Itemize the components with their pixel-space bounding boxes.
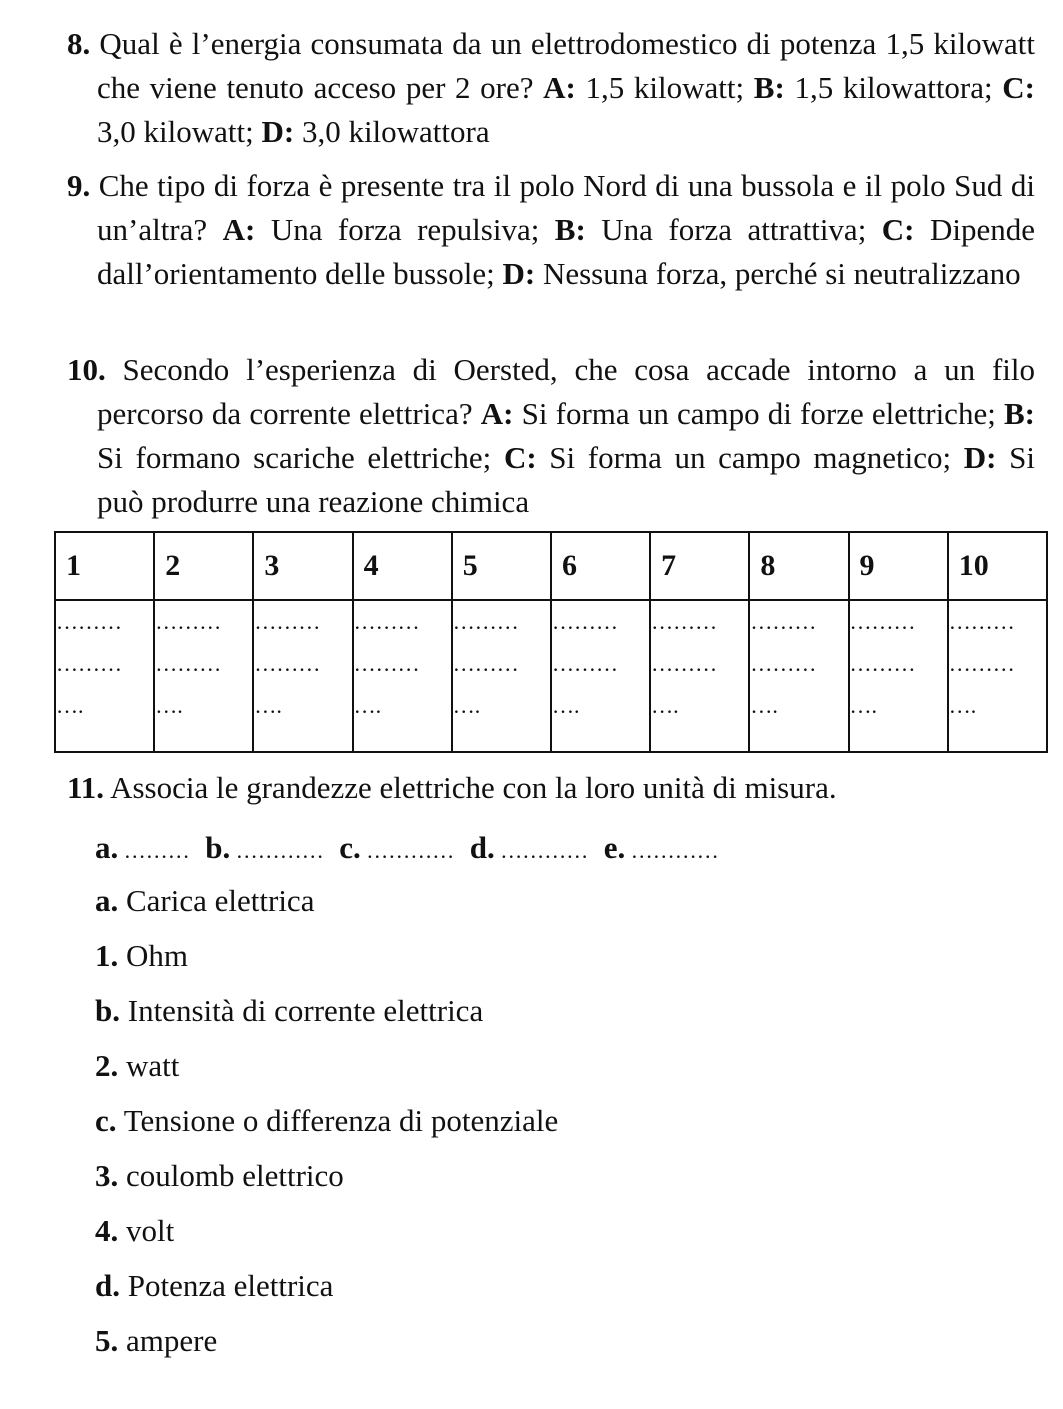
question-number: 8.	[67, 26, 91, 61]
answer-cell[interactable]: ……… ……… ….	[749, 600, 848, 752]
question-text: Secondo l’esperienza di Oersted, che cosa accade intorno a un filo percorso da corrente elettrica?	[97, 352, 1035, 431]
answer-cell[interactable]: ……… ……… ….	[650, 600, 749, 752]
option-b-text: Una forza attrattiva;	[585, 212, 882, 247]
column-header: 7	[650, 532, 749, 600]
option-c-label: C:	[1002, 70, 1035, 105]
option-d-text: Nessuna forza, perché si neutralizzano	[535, 256, 1021, 291]
question-11	[67, 766, 837, 810]
column-header: 5	[452, 532, 551, 600]
option-b-text: 1,5 kilowattora;	[784, 70, 1003, 105]
list-item: b. Intensità di corrente elettrica	[95, 993, 484, 1028]
column-header: 8	[749, 532, 848, 600]
option-a-label: A:	[543, 70, 576, 105]
question-number: 9.	[67, 168, 91, 203]
question-9	[67, 164, 1035, 296]
list-item: 1. Ohm	[95, 938, 188, 973]
option-b-label: B:	[1003, 396, 1035, 431]
blank-field[interactable]: …………	[494, 838, 589, 863]
option-d-label: D:	[261, 114, 295, 149]
column-header: 6	[551, 532, 650, 600]
column-header: 3	[253, 532, 352, 600]
option-d-label: D:	[963, 440, 997, 475]
option-a-label: A:	[222, 212, 256, 247]
option-c-text: 3,0 kilowatt;	[97, 114, 262, 149]
blank-label: c.	[339, 830, 361, 865]
option-d-label: D:	[502, 256, 536, 291]
answer-row	[55, 600, 1047, 752]
option-a-label: A:	[480, 396, 514, 431]
answer-cell[interactable]: ……… ……… ….	[353, 600, 452, 752]
option-c-text: Dipende dall’orientamento delle bussole;	[97, 212, 1035, 291]
answer-cell[interactable]: ……… ……… ….	[154, 600, 253, 752]
option-b-text: Si formano scariche elettriche;	[97, 440, 504, 475]
question-10	[67, 348, 1035, 524]
blank-field[interactable]: …………	[625, 838, 719, 863]
list-item: 4. volt	[95, 1213, 175, 1248]
answer-table-header	[55, 532, 1047, 600]
option-c-label: C:	[503, 440, 537, 475]
blank-field[interactable]: ………	[118, 838, 190, 863]
option-a-text: 1,5 kilowatt;	[575, 70, 754, 105]
list-item: 2. watt	[95, 1048, 180, 1083]
answer-cell[interactable]: ……… ……… ….	[849, 600, 948, 752]
question-text: Qual è l’energia consumata da un elettrodomestico di potenza 1,5 kilowatt che viene tenuto acceso per 2 ore?	[90, 26, 1035, 105]
answer-cell[interactable]: ……… ……… ….	[551, 600, 650, 752]
answer-cell[interactable]: ……… ……… ….	[253, 600, 352, 752]
option-d-text: Si può produrre una reazione chimica	[97, 440, 1036, 519]
column-header: 1	[55, 532, 154, 600]
blank-label: b.	[205, 830, 231, 865]
list-item: 3. coulomb elettrico	[95, 1158, 344, 1193]
option-c-text: Si forma un campo magnetico;	[536, 440, 964, 475]
column-header: 10	[948, 532, 1047, 600]
answer-table	[54, 531, 1048, 753]
question-8	[67, 22, 1035, 154]
blank-label: a.	[95, 830, 119, 865]
question-text: Associa le grandezze elettriche con la loro unità di misura.	[104, 770, 837, 805]
option-a-text: Una forza repulsiva;	[255, 212, 555, 247]
answer-cell[interactable]: ……… ……… ….	[55, 600, 154, 752]
column-header: 9	[849, 532, 948, 600]
question-number: 11.	[67, 770, 105, 805]
question-number: 10.	[67, 352, 106, 387]
column-header: 2	[154, 532, 253, 600]
blank-label: d.	[469, 830, 495, 865]
option-d-text: 3,0 kilowattora	[294, 114, 490, 149]
blank-label: e.	[603, 830, 626, 865]
blank-field[interactable]: …………	[230, 838, 324, 863]
answer-cell[interactable]: ……… ……… ….	[948, 600, 1047, 752]
matching-blanks	[95, 826, 719, 873]
blank-field[interactable]: …………	[360, 838, 455, 863]
list-item: c. Tensione o differenza di potenziale	[95, 1103, 559, 1138]
option-c-label: C:	[881, 212, 915, 247]
answer-cell[interactable]: ……… ……… ….	[452, 600, 551, 752]
option-a-text: Si forma un campo di forze elettriche;	[513, 396, 1004, 431]
option-b-label: B:	[753, 70, 785, 105]
column-header: 4	[353, 532, 452, 600]
list-item: a. Carica elettrica	[95, 883, 315, 918]
list-item: 5. ampere	[95, 1323, 218, 1358]
list-item: d. Potenza elettrica	[95, 1268, 334, 1303]
option-b-label: B:	[554, 212, 586, 247]
question-text: Che tipo di forza è presente tra il polo Nord di una bussola e il polo Sud di un’altra?	[90, 168, 1035, 247]
